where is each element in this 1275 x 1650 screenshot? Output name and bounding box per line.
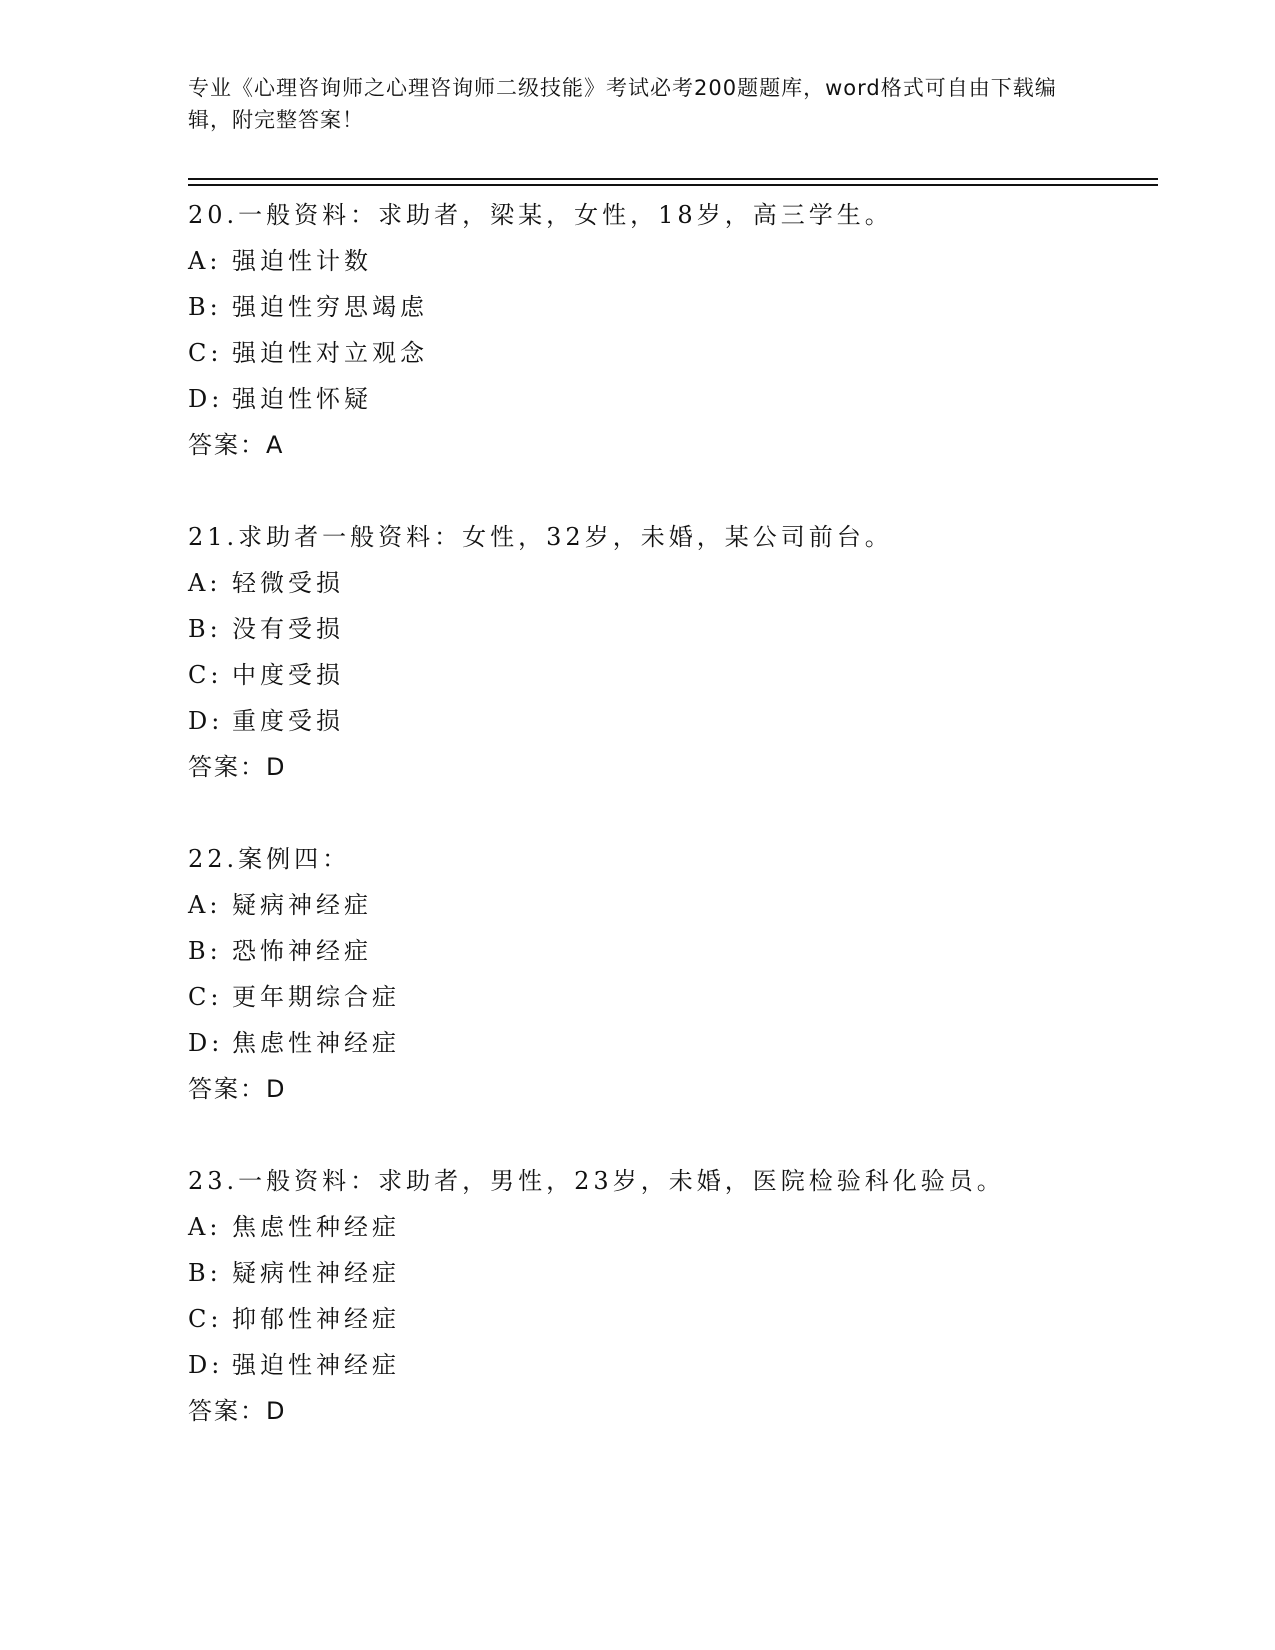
option-c — [188, 1296, 1148, 1342]
option-text: 疑病性神经症 — [232, 1259, 400, 1287]
option-text: 强迫性神经症 — [232, 1351, 400, 1379]
option-c — [188, 330, 1148, 376]
option-d — [188, 376, 1148, 422]
option-letter: A: — [188, 1213, 222, 1241]
option-letter: C: — [188, 1305, 223, 1333]
document-intro: 专业《心理咨询师之心理咨询师二级技能》考试必考200题题库，word格式可自由下载编辑，附完整答案！ — [188, 76, 1057, 132]
option-text: 焦虑性种经症 — [232, 1213, 400, 1241]
option-letter: D: — [188, 1029, 224, 1057]
option-text: 轻微受损 — [232, 569, 344, 597]
option-letter: D: — [188, 707, 224, 735]
answer-line: 答案：D — [188, 1075, 287, 1103]
question-stem: 21.求助者一般资料：女性，32岁，未婚，某公司前台。 — [188, 523, 893, 551]
question-20 — [188, 192, 1148, 468]
option-b — [188, 1250, 1148, 1296]
option-d — [188, 1342, 1148, 1388]
option-a — [188, 238, 1148, 284]
option-text: 重度受损 — [232, 707, 344, 735]
header-divider-bottom — [188, 184, 1158, 186]
option-letter: C: — [188, 983, 223, 1011]
option-letter: A: — [188, 569, 222, 597]
header-divider-top — [188, 178, 1158, 180]
option-d — [188, 1020, 1148, 1066]
option-text: 抑郁性神经症 — [232, 1305, 400, 1333]
option-text: 更年期综合症 — [232, 983, 400, 1011]
question-21 — [188, 514, 1148, 790]
answer-line: 答案：D — [188, 753, 287, 781]
question-stem: 22.案例四： — [188, 845, 351, 873]
option-text: 疑病神经症 — [232, 891, 372, 919]
option-a — [188, 1204, 1148, 1250]
option-letter: D: — [188, 385, 224, 413]
answer-line: 答案：D — [188, 1397, 287, 1425]
option-letter: C: — [188, 339, 223, 367]
option-letter: D: — [188, 1351, 224, 1379]
question-23 — [188, 1158, 1148, 1434]
question-list — [188, 192, 1148, 1480]
answer-line: 答案：A — [188, 431, 285, 459]
option-c — [188, 974, 1148, 1020]
option-c — [188, 652, 1148, 698]
option-text: 强迫性计数 — [232, 247, 372, 275]
option-text: 强迫性对立观念 — [232, 339, 428, 367]
option-b — [188, 928, 1148, 974]
option-b — [188, 606, 1148, 652]
option-d — [188, 698, 1148, 744]
option-a — [188, 560, 1148, 606]
question-stem: 20.一般资料：求助者，梁某，女性，18岁，高三学生。 — [188, 201, 893, 229]
option-letter: B: — [188, 615, 222, 643]
option-text: 强迫性怀疑 — [232, 385, 372, 413]
option-letter: B: — [188, 293, 222, 321]
option-text: 中度受损 — [232, 661, 344, 689]
question-22 — [188, 836, 1148, 1112]
option-letter: B: — [188, 1259, 222, 1287]
option-b — [188, 284, 1148, 330]
option-text: 恐怖神经症 — [232, 937, 372, 965]
option-text: 焦虑性神经症 — [232, 1029, 400, 1057]
option-letter: B: — [188, 937, 222, 965]
question-stem: 23.一般资料：求助者，男性，23岁，未婚，医院检验科化验员。 — [188, 1167, 1005, 1195]
option-letter: C: — [188, 661, 223, 689]
option-text: 没有受损 — [232, 615, 344, 643]
option-a — [188, 882, 1148, 928]
option-letter: A: — [188, 247, 222, 275]
option-letter: A: — [188, 891, 222, 919]
option-text: 强迫性穷思竭虑 — [232, 293, 428, 321]
